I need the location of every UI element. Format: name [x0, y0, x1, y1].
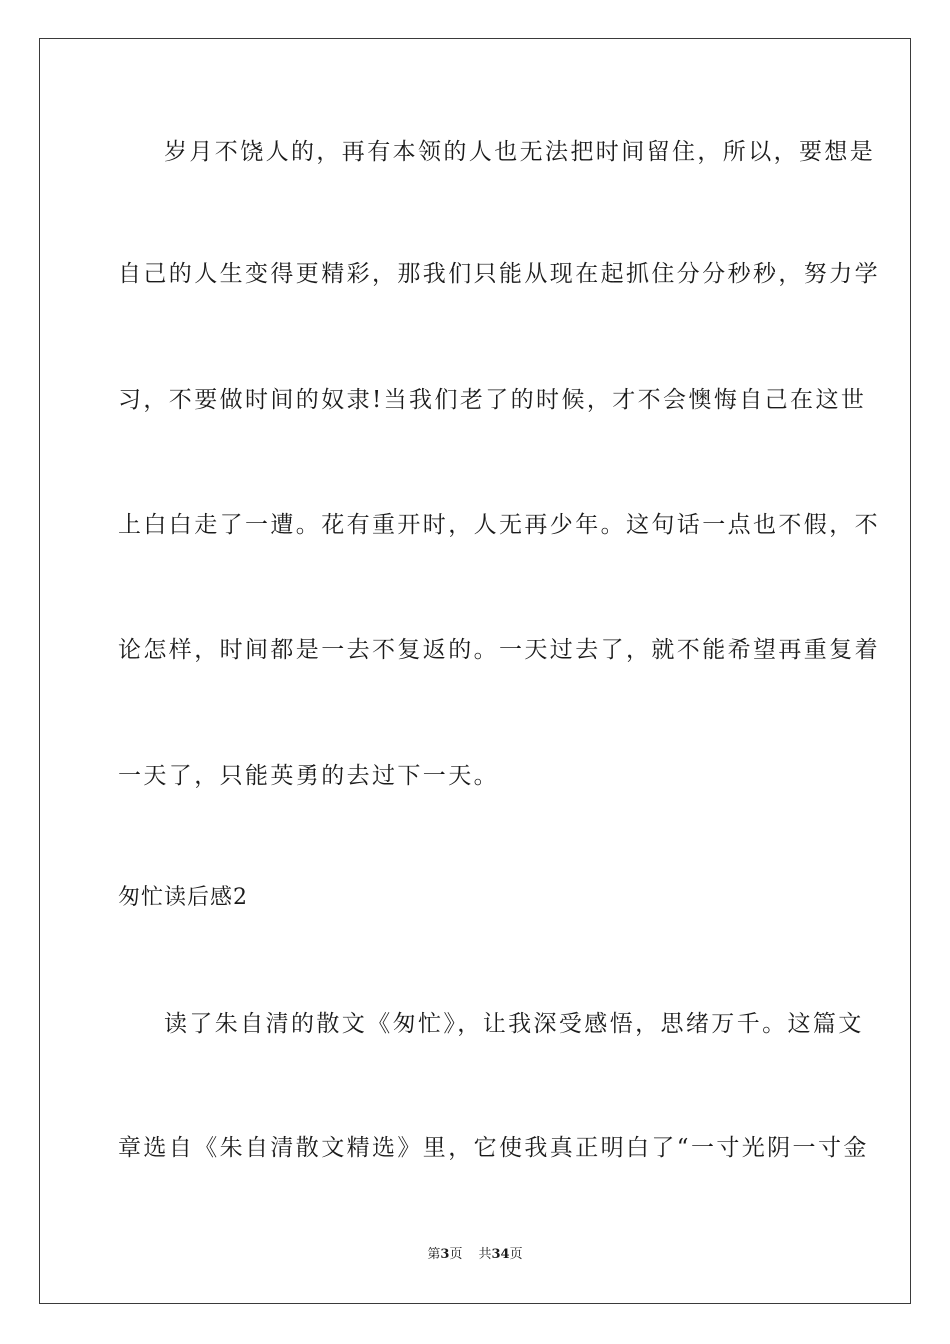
- text-line: 论怎样，时间都是一去不复返的。一天过去了，就不能希望再重复着: [118, 637, 880, 663]
- text-line: 章选自《朱自清散文精选》里，它使我真正明白了“一寸光阴一寸金: [118, 1135, 869, 1161]
- text-line: 上白白走了一遭。花有重开时，人无再少年。这句话一点也不假，不: [118, 512, 880, 538]
- page-footer: [0, 1246, 950, 1264]
- text-line: 岁月不饶人的，再有本领的人也无法把时间留住，所以，要想是: [164, 139, 876, 165]
- page-prefix: 第: [427, 1247, 441, 1262]
- page-suffix: 页: [449, 1247, 463, 1262]
- page-number: 3: [440, 1247, 450, 1262]
- total-suffix: 页: [509, 1247, 523, 1262]
- page-border: [39, 38, 911, 1304]
- text-line: 一天了，只能英勇的去过下一天。: [118, 763, 499, 789]
- text-line: 习，不要做时间的奴隶!当我们老了的时候，才不会懊悔自己在这世: [118, 387, 867, 413]
- text-line: 读了朱自清的散文《匆忙》，让我深受感悟，思绪万千。这篇文: [164, 1011, 864, 1037]
- total-pages: 34: [491, 1247, 510, 1262]
- text-line: 自己的人生变得更精彩，那我们只能从现在起抓住分分秒秒，努力学: [118, 261, 880, 287]
- section-heading: 匆忙读后感2: [118, 885, 248, 910]
- total-prefix: 共: [478, 1247, 492, 1262]
